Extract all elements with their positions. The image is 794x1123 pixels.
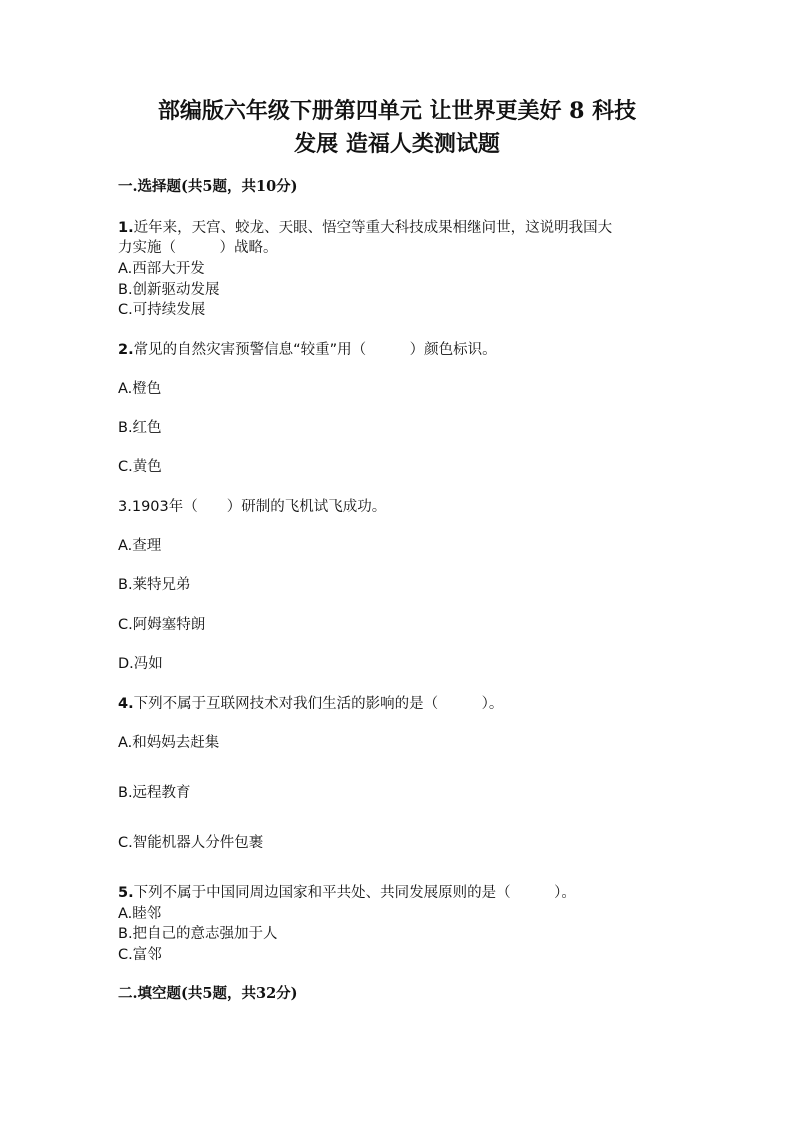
question-3-text: [118, 497, 386, 517]
question-4-option-a: A.和妈妈去赶集: [118, 735, 220, 751]
question-1-option-c: C.可持续发展: [118, 302, 206, 318]
question-1-text-line2: 力实施（ ）战略。: [118, 240, 278, 256]
question-3-text-line1: 1903年（ ）研制的飞机试飞成功。: [131, 499, 387, 515]
question-1-option-b: B.创新驱动发展: [118, 282, 220, 298]
question-5-option-c: C.富邻: [118, 947, 162, 963]
page-title-line1: 部编版六年级下册第四单元 让世界更美好 8 科技: [157, 98, 637, 124]
question-5-text: [118, 883, 576, 903]
question-2-option-c: C.黄色: [118, 459, 162, 475]
section-heading-fill-in: 二.填空题(共5题，共32分): [118, 985, 298, 1002]
question-1-text: [118, 218, 612, 238]
question-5-number: 5.: [118, 885, 134, 901]
section-heading-choice: 一.选择题(共5题，共10分): [118, 178, 298, 195]
question-2-option-b: B.红色: [118, 420, 162, 436]
question-4-option-c: C.智能机器人分件包裹: [118, 835, 264, 851]
question-3-option-a: A.查理: [118, 538, 162, 554]
question-3-option-d: D.冯如: [118, 656, 163, 672]
question-3-number: 3.: [118, 499, 132, 515]
question-1-option-a: A.西部大开发: [118, 261, 205, 277]
question-5-option-a: A.睦邻: [118, 906, 162, 922]
question-4-number: 4.: [118, 696, 134, 712]
question-4-text: [118, 694, 503, 714]
question-5-option-b: B.把自己的意志强加于人: [118, 926, 278, 942]
question-3-option-b: B.莱特兄弟: [118, 577, 191, 593]
question-3-option-c: C.阿姆塞特朗: [118, 617, 206, 633]
question-1-number: 1.: [118, 220, 134, 236]
page-title-line2: 发展 造福人类测试题: [294, 131, 500, 157]
question-5-text-line1: 下列不属于中国同周边国家和平共处、共同发展原则的是（ ）。: [133, 885, 576, 901]
question-2-text: [118, 340, 497, 360]
question-2-number: 2.: [118, 342, 134, 358]
question-1-text-line1: 近年来，天宫、蛟龙、天眼、悟空等重大科技成果相继问世，这说明我国大: [133, 220, 613, 236]
question-2-text-line1: 常见的自然灾害预警信息“较重”用（ ）颜色标识。: [133, 342, 497, 358]
question-4-text-line1: 下列不属于互联网技术对我们生活的影响的是（ ）。: [133, 696, 504, 712]
question-2-option-a: A.橙色: [118, 381, 162, 397]
question-4-option-b: B.远程教育: [118, 785, 191, 801]
